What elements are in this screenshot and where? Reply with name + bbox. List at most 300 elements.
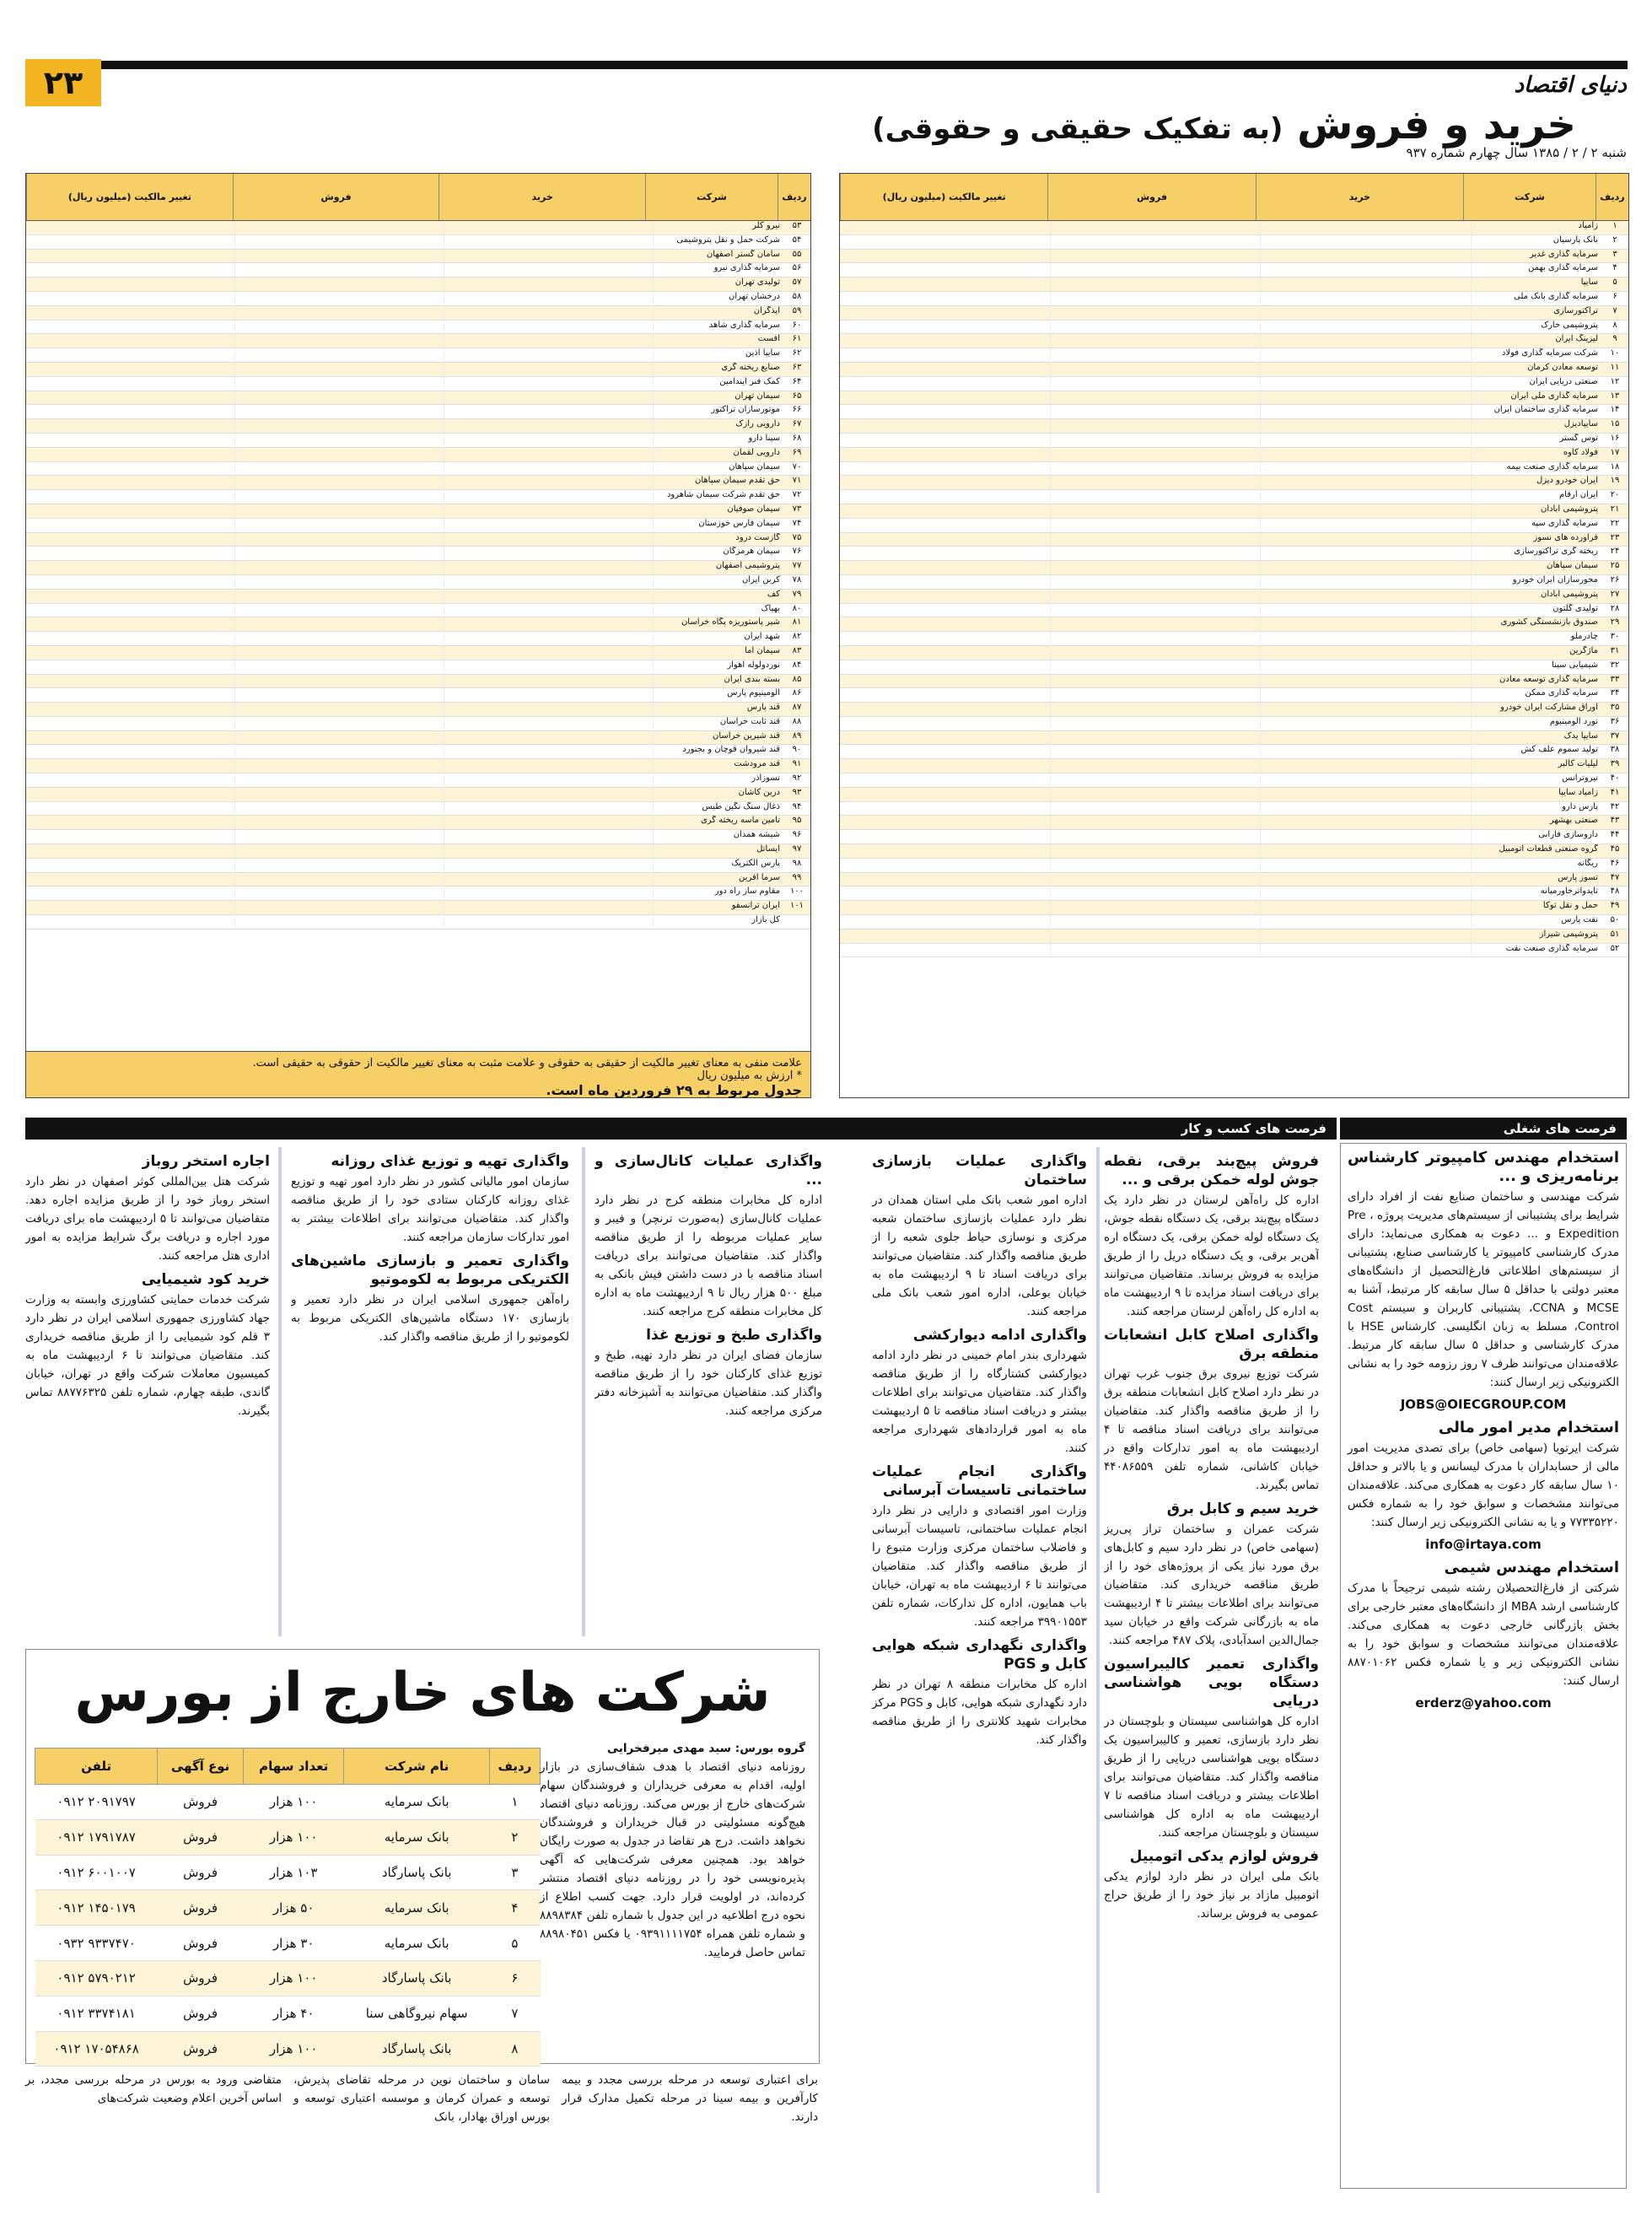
table-row bbox=[26, 348, 810, 363]
row-number: ۳۷ bbox=[1610, 730, 1620, 741]
value-cell bbox=[1261, 830, 1472, 843]
table-row bbox=[26, 717, 810, 731]
value-cell bbox=[26, 476, 235, 489]
value-cell bbox=[444, 590, 654, 603]
value-cell bbox=[444, 859, 654, 872]
row-number: ۴۰ bbox=[1610, 773, 1620, 784]
value-cell bbox=[235, 632, 444, 645]
cell-shares: ۱۰۰ هزار bbox=[243, 1785, 343, 1820]
value-cell bbox=[444, 830, 654, 843]
value-cell bbox=[1261, 944, 1472, 957]
col-sell: فروش bbox=[1047, 174, 1255, 220]
table-row bbox=[26, 859, 810, 873]
row-number: ۵۵ bbox=[792, 249, 802, 259]
company-name: حق تقدم شرکت سیمان شاهرود bbox=[666, 490, 780, 500]
table-row bbox=[26, 660, 810, 675]
table-row bbox=[840, 731, 1628, 746]
row-number: ۳۶ bbox=[1610, 716, 1620, 726]
value-cell bbox=[1261, 660, 1472, 674]
ad-title: واگذاری طبخ و توزیع غذا bbox=[646, 1327, 822, 1344]
value-cell bbox=[1261, 476, 1472, 489]
value-cell bbox=[1051, 830, 1262, 843]
value-cell bbox=[840, 321, 1051, 334]
table-row bbox=[840, 688, 1628, 703]
company-name: ایران ترانسفو bbox=[731, 901, 780, 911]
value-cell bbox=[235, 419, 444, 433]
job-email[interactable]: info@irtaya.com bbox=[1425, 1537, 1542, 1552]
row-number: ۴ bbox=[1612, 263, 1617, 273]
table-row bbox=[26, 334, 810, 348]
row-number: ۳۸ bbox=[1610, 745, 1620, 755]
value-cell bbox=[1051, 759, 1262, 773]
value-cell bbox=[444, 901, 654, 914]
table-row bbox=[840, 844, 1628, 859]
table-row bbox=[840, 617, 1628, 632]
value-cell bbox=[1261, 519, 1472, 532]
value-cell bbox=[840, 278, 1051, 291]
company-name: نیروترانس bbox=[1562, 773, 1598, 784]
value-cell bbox=[1051, 944, 1262, 957]
value-cell bbox=[444, 476, 654, 489]
row-number: ۸ bbox=[1612, 320, 1617, 330]
value-cell bbox=[26, 773, 235, 787]
company-name: دارویی لقمان bbox=[733, 447, 780, 457]
company-name: شهد ایران bbox=[744, 632, 780, 642]
table-row bbox=[840, 504, 1628, 519]
company-name: سینا دارو bbox=[748, 433, 780, 443]
company-name: دارویی رازک bbox=[735, 419, 780, 429]
row-number: ۷۷ bbox=[792, 561, 802, 571]
value-cell bbox=[1051, 519, 1262, 532]
job-item bbox=[1348, 1419, 1619, 1554]
value-cell bbox=[1261, 348, 1472, 362]
row-number: ۲۵ bbox=[1610, 561, 1620, 571]
value-cell bbox=[444, 250, 654, 263]
value-cell bbox=[26, 561, 235, 574]
company-name: صنایع ریخته گری bbox=[721, 362, 780, 372]
value-cell bbox=[235, 646, 444, 660]
row-number: ۱۲ bbox=[1610, 376, 1620, 386]
row-number: ۹ bbox=[1612, 334, 1617, 344]
cell-phone: ۰۹۳۲ ۹۳۳۷۴۷۰ bbox=[35, 1926, 158, 1961]
company-name: تولید سموم علف کش bbox=[1520, 745, 1598, 755]
value-cell bbox=[26, 419, 235, 433]
value-cell bbox=[840, 944, 1051, 957]
value-cell bbox=[444, 561, 654, 574]
row-number: ۲۴ bbox=[1610, 547, 1620, 557]
row-number: ۹۷ bbox=[792, 844, 802, 854]
job-title: استخدام مدیر امور مالی bbox=[1438, 1419, 1619, 1436]
value-cell bbox=[26, 519, 235, 532]
table-row bbox=[840, 490, 1628, 504]
value-cell bbox=[26, 250, 235, 263]
company-name: پتروشیمی شیراز bbox=[1539, 929, 1598, 939]
ad-body: شرکت خدمات حمایتی کشاورزی وابسته به وزارت جهاد کشاورزی جمهوری اسلامی ایران در نظر دارد ۳ قلم کود شیمیایی را از طریق مناقصه خریداری کند. متقاضیان می‌توانند تا ۶ اردیبهشت ماه به کمیسیون معاملات شرکت واقع در تهران، خیابان گاندی، طبقه چهارم، شماره تلفن ۸۸۷۷۶۳۲۵ تماس بگیرند. bbox=[25, 1293, 270, 1418]
value-cell bbox=[26, 688, 235, 702]
row-number: ۱ bbox=[1612, 221, 1617, 230]
cell-type: فروش bbox=[158, 1890, 244, 1926]
company-name: توس گستر bbox=[1559, 433, 1598, 443]
table-row bbox=[26, 306, 810, 321]
value-cell bbox=[235, 533, 444, 547]
company-name: نیرو کلر bbox=[752, 221, 780, 230]
table-row bbox=[26, 391, 810, 406]
row-number: ۹۹ bbox=[792, 872, 802, 882]
row-number: ۳۴ bbox=[1610, 688, 1620, 698]
company-name: حمل و نقل توکا bbox=[1542, 901, 1598, 911]
table-row bbox=[26, 675, 810, 689]
company-name: سرمایه گذاری صنعت بیمه bbox=[1506, 461, 1598, 471]
value-cell bbox=[26, 873, 235, 886]
row-number: ۶ bbox=[1612, 291, 1617, 301]
value-cell bbox=[235, 434, 444, 447]
job-item bbox=[1348, 1559, 1619, 1712]
table-row bbox=[840, 944, 1628, 958]
otc-table bbox=[35, 1748, 541, 2066]
table-row bbox=[840, 306, 1628, 321]
company-name: سرمایه گذاری صنعت نفت bbox=[1505, 943, 1598, 953]
company-name: موتورسازان تراکتور bbox=[711, 405, 780, 415]
value-cell bbox=[26, 675, 235, 688]
value-cell bbox=[26, 321, 235, 334]
value-cell bbox=[1051, 533, 1262, 547]
company-name: قند شیروان قوچان و بجنورد bbox=[682, 745, 780, 755]
title-main: خرید و فروش bbox=[1297, 101, 1576, 148]
value-cell bbox=[26, 759, 235, 773]
th-type: نوع آگهی bbox=[158, 1749, 244, 1785]
value-cell bbox=[235, 675, 444, 688]
value-cell bbox=[1261, 731, 1472, 745]
value-cell bbox=[1051, 886, 1262, 900]
value-cell bbox=[444, 306, 654, 320]
table-row bbox=[26, 250, 810, 264]
row-number: ۱۶ bbox=[1610, 433, 1620, 443]
row-number: ۳۰ bbox=[1610, 632, 1620, 642]
ad-body: وزارت امور اقتصادی و دارایی در نظر دارد انجام عملیات ساختمانی، تاسیسات آبرسانی و فاضلاب ساختمان مرکزی وزارت متبوع را از طریق مناقصه واگذار کند. متقاضیان می‌توانند تا ۶ اردیبهشت ماه به تهران، خیابان باب همایون، اداره کل تدارکات، شماره تلفن ۳۹۹۰۱۵۵۳ مراجعه کنند. bbox=[872, 1504, 1087, 1629]
value-cell bbox=[1051, 434, 1262, 447]
table-row bbox=[840, 632, 1628, 646]
table-row bbox=[840, 575, 1628, 590]
table-row bbox=[26, 788, 810, 802]
table-row bbox=[26, 490, 810, 504]
cell-row: ۳ bbox=[489, 1855, 540, 1890]
cell-row: ۶ bbox=[489, 1960, 540, 1996]
value-cell bbox=[1051, 250, 1262, 263]
company-name: شیمیایی سینا bbox=[1552, 660, 1598, 670]
value-cell bbox=[1261, 419, 1472, 433]
value-cell bbox=[840, 915, 1051, 929]
value-cell bbox=[26, 590, 235, 603]
ad-title: واگذاری انجام عملیات ساختمانی تاسیسات آبرسانی bbox=[872, 1463, 1087, 1499]
row-number: ۷۴ bbox=[792, 518, 802, 528]
value-cell bbox=[1261, 632, 1472, 645]
company-name: تایدواترخاورمیانه bbox=[1540, 886, 1598, 897]
table-row bbox=[26, 703, 810, 717]
job-body: شرکت ایرتویا (سهامی خاص) برای تصدی مدیریت امور مالی از حسابداران با مدرک لیسانس و یا بالاتر و حداقل ۱۰ سال سابقه کار دعوت به همکاری می‌کند. علاقه‌مندان می‌توانند مشخصات و سوابق خود را به شماره فکس ۷۷۳۳۵۲۲۰ و یا به نشانی الکترونیکی زیر ارسال کنند: bbox=[1348, 1441, 1619, 1529]
table-row bbox=[840, 348, 1628, 363]
value-cell bbox=[1261, 448, 1472, 461]
row-number: ۹۱ bbox=[792, 759, 802, 769]
value-cell bbox=[840, 348, 1051, 362]
value-cell bbox=[1051, 915, 1262, 929]
value-cell bbox=[26, 660, 235, 674]
company-name: سیمان فارس خوزستان bbox=[698, 518, 780, 528]
table-row bbox=[840, 391, 1628, 406]
value-cell bbox=[444, 802, 654, 816]
table-row bbox=[35, 2031, 541, 2066]
value-cell bbox=[1051, 901, 1262, 914]
value-cell bbox=[840, 773, 1051, 787]
row-number: ۲۶ bbox=[1610, 574, 1620, 585]
table-row bbox=[26, 773, 810, 788]
value-cell bbox=[1051, 235, 1262, 249]
table-row bbox=[840, 533, 1628, 547]
value-cell bbox=[444, 604, 654, 617]
value-cell bbox=[840, 434, 1051, 447]
value-cell bbox=[1261, 886, 1472, 900]
value-cell bbox=[235, 547, 444, 560]
value-cell bbox=[1051, 504, 1262, 518]
th-shares: تعداد سهام bbox=[243, 1749, 343, 1785]
company-name: سامان گستر اصفهان bbox=[706, 249, 780, 259]
company-name: تسوزآذر bbox=[751, 773, 780, 784]
value-cell bbox=[26, 490, 235, 504]
note-unit: * ارزش به میلیون ریال bbox=[697, 1070, 802, 1082]
cell-shares: ۱۰۰ هزار bbox=[243, 1819, 343, 1855]
table-row bbox=[840, 561, 1628, 575]
company-name: مقاوم ساز راه دور bbox=[714, 886, 780, 897]
cell-type: فروش bbox=[158, 2031, 244, 2066]
value-cell bbox=[26, 859, 235, 872]
table-row bbox=[26, 844, 810, 859]
company-name: سایپا یدک bbox=[1563, 730, 1598, 741]
col-buy: خرید bbox=[1256, 174, 1463, 220]
row-number: ۱۱ bbox=[1610, 362, 1620, 372]
company-name: صندوق بازنشستگی کشوری bbox=[1500, 617, 1598, 628]
ad-title: فروش پیچ‌بند برقی، نقطه جوش لوله خمکن برقی و ... bbox=[1104, 1153, 1319, 1188]
company-name: گازست درود bbox=[735, 532, 780, 542]
col-sell: فروش bbox=[233, 174, 439, 220]
table-row bbox=[840, 745, 1628, 759]
value-cell bbox=[840, 830, 1051, 843]
table-row bbox=[26, 604, 810, 618]
value-cell bbox=[840, 419, 1051, 433]
value-cell bbox=[26, 717, 235, 730]
ad-body: سازمان امور مالیاتی کشور در نظر دارد امور تهیه و توزیع غذای روزانه کارکنان ستادی خود را از طریق مناقصه واگذار کند. متقاضیان می‌توانند برای اطلاعات بیشتر به امور تدارکات سازمان مراجعه کنند. bbox=[291, 1175, 569, 1244]
cell-phone: ۰۹۱۲ ۳۳۷۴۱۸۱ bbox=[35, 1996, 158, 2031]
table-row bbox=[26, 886, 810, 901]
value-cell bbox=[235, 250, 444, 263]
value-cell bbox=[235, 263, 444, 277]
row-number: ۱۰۱ bbox=[789, 901, 804, 911]
value-cell bbox=[26, 844, 235, 858]
col-change: تغییر مالکیت (میلیون ریال) bbox=[26, 174, 233, 220]
value-cell bbox=[1261, 915, 1472, 929]
business-column-5 bbox=[25, 1147, 270, 1636]
job-body: شرکت مهندسی و ساختمان صنایع نفت از افراد دارای شرایط برای پشتیبانی از سیستم‌های مدیریت پروژه Pre ، Expedition و ... دعوت به همکاری می‌نماید: دارای مدرک کارشناسی کامپیوتر یا کارشناسی صنایع، پشتیبانی از سیستم‌های اطلاعاتی فارغ‌التحصیل از دانشگاه‌های معتبر دولتی با حداقل ۵ سال سابقه کار مرتبط، آشنا به MCSE و CCNA، پشتیبانی کاربران و سیستم Cost Control، مسلط به زبان انگلیسی. کارشناس HSE با مدرک کارشناسی و حداقل ۵ سال سابقه کار مرتبط. علاقه‌مندان می‌توانند ظرف ۷ روز رزومه خود را به نشانی الکترونیکی زیر ارسال کنند: bbox=[1348, 1190, 1620, 1389]
job-body: شرکتی از فارغ‌التحصیلان رشته شیمی ترجیحاً با مدرک کارشناسی ارشد MBA از دانشگاه‌های معتبر خارجی برای بخش بازرگانی خارجی دعوت به همکاری می‌کند. علاقه‌مندان می‌توانند مشخصات و سوابق خود را به نشانی الکترونیکی زیر و یا شماره فکس ۸۸۷۰۱۰۶۲ ارسال کنند: bbox=[1348, 1581, 1619, 1688]
value-cell bbox=[444, 886, 654, 900]
table-row bbox=[840, 321, 1628, 335]
table-row bbox=[26, 292, 810, 306]
value-cell bbox=[235, 221, 444, 234]
value-cell bbox=[1051, 816, 1262, 829]
table-row bbox=[840, 334, 1628, 348]
table-row bbox=[840, 462, 1628, 477]
table-row bbox=[840, 717, 1628, 731]
value-cell bbox=[840, 575, 1051, 589]
value-cell bbox=[1051, 788, 1262, 801]
value-cell bbox=[1051, 278, 1262, 291]
row-number: ۲۲ bbox=[1610, 518, 1620, 528]
table-row bbox=[840, 830, 1628, 844]
ad-title: واگذاری تعمیر کالیبراسیون دستگاه بویی هواشناسی دریایی bbox=[1104, 1656, 1319, 1710]
table-row bbox=[840, 660, 1628, 675]
company-name: محورسازان ایران خودرو bbox=[1512, 574, 1598, 585]
value-cell bbox=[1261, 901, 1472, 914]
jobs-box bbox=[1340, 1143, 1627, 2189]
value-cell bbox=[444, 334, 654, 348]
company-name: پارس الکتریک bbox=[731, 858, 780, 868]
table-row bbox=[840, 802, 1628, 816]
value-cell bbox=[1261, 321, 1472, 334]
cell-type: فروش bbox=[158, 1785, 244, 1820]
value-cell bbox=[26, 462, 235, 476]
company-name: سرمایه گذاری نیرو bbox=[713, 263, 780, 273]
value-cell bbox=[1261, 575, 1472, 589]
value-cell bbox=[840, 660, 1051, 674]
row-number: ۴۳ bbox=[1610, 816, 1620, 826]
value-cell bbox=[1051, 617, 1262, 631]
value-cell bbox=[840, 547, 1051, 560]
row-number: ۹۶ bbox=[792, 830, 802, 840]
company-name: سیمان آما bbox=[745, 645, 780, 655]
value-cell bbox=[26, 448, 235, 461]
value-cell bbox=[1261, 490, 1472, 504]
page-title bbox=[872, 101, 1576, 148]
table-row bbox=[840, 929, 1628, 944]
row-number: ۴۹ bbox=[1610, 901, 1620, 911]
value-cell bbox=[1051, 632, 1262, 645]
value-cell bbox=[1261, 334, 1472, 348]
ad-title: اجاره استخر روباز bbox=[142, 1153, 270, 1170]
value-cell bbox=[1051, 873, 1262, 886]
value-cell bbox=[840, 759, 1051, 773]
value-cell bbox=[444, 434, 654, 447]
value-cell bbox=[840, 703, 1051, 716]
job-email[interactable]: JOBS@OIECGROUP.COM bbox=[1400, 1397, 1567, 1412]
ad-title: خرید کود شیمیایی bbox=[141, 1271, 270, 1288]
value-cell bbox=[840, 391, 1051, 405]
value-cell bbox=[840, 561, 1051, 574]
value-cell bbox=[26, 263, 235, 277]
business-column-3 bbox=[595, 1147, 822, 1636]
cell-company: بانک سرمایه bbox=[344, 1819, 489, 1855]
company-name: شرکت حمل و نقل پتروشیمی bbox=[676, 234, 780, 245]
value-cell bbox=[235, 561, 444, 574]
value-cell bbox=[444, 617, 654, 631]
table-row bbox=[840, 405, 1628, 419]
value-cell bbox=[840, 646, 1051, 660]
value-cell bbox=[840, 617, 1051, 631]
value-cell bbox=[235, 703, 444, 716]
cell-company: بانک پاسارگاد bbox=[344, 2031, 489, 2066]
row-number: ۷۵ bbox=[792, 532, 802, 542]
cell-type: فروش bbox=[158, 1819, 244, 1855]
value-cell bbox=[444, 703, 654, 716]
value-cell bbox=[235, 745, 444, 758]
table-row bbox=[26, 561, 810, 575]
value-cell bbox=[235, 519, 444, 532]
company-name: شیر پاستوریزه پگاه خراسان bbox=[681, 617, 780, 628]
value-cell bbox=[444, 321, 654, 334]
table-row bbox=[840, 547, 1628, 561]
ad-title: واگذاری تهیه و توزیع غذای روزانه bbox=[331, 1153, 569, 1170]
value-cell bbox=[840, 490, 1051, 504]
value-cell bbox=[26, 306, 235, 320]
table-row bbox=[840, 901, 1628, 915]
company-name: کف bbox=[767, 589, 780, 599]
value-cell bbox=[1261, 462, 1472, 476]
table-row bbox=[840, 773, 1628, 788]
value-cell bbox=[1051, 377, 1262, 391]
value-cell bbox=[1051, 419, 1262, 433]
ad-title: واگذاری تعمیر و بازسازی ماشین‌های الکتریکی مربوط به لکوموتیو bbox=[291, 1253, 569, 1288]
value-cell bbox=[1051, 462, 1262, 476]
value-cell bbox=[1051, 405, 1262, 418]
company-name: نوردولوله اهواز bbox=[727, 660, 780, 670]
company-name: قند شیرین خراسان bbox=[713, 730, 780, 741]
ad-body: شرکت عمران و ساختمان تراز پی‌ریز (سهامی خاص) در نظر دارد سیم و کابل‌های برق مورد نیاز یکی از پروژه‌های خود را از طریق مناقصه خریداری کند. متقاضیان می‌توانند برای اطلاعات بیشتر تا ۴ اردیبهشت ماه به بازرگانی شرکت واقع در خیابان سید جمال‌الدین اسدآبادی، پلاک ۴۸۷ مراجعه کنند. bbox=[1104, 1522, 1319, 1647]
value-cell bbox=[235, 377, 444, 391]
row-number: ۹۸ bbox=[792, 858, 802, 868]
value-cell bbox=[1261, 250, 1472, 263]
table-row bbox=[840, 873, 1628, 887]
value-cell bbox=[26, 745, 235, 758]
value-cell bbox=[26, 348, 235, 362]
row-number: ۷۸ bbox=[792, 574, 802, 585]
value-cell bbox=[26, 363, 235, 376]
value-cell bbox=[840, 901, 1051, 914]
cell-row: ۸ bbox=[489, 2031, 540, 2066]
table-row bbox=[840, 235, 1628, 250]
value-cell bbox=[26, 788, 235, 801]
value-cell bbox=[26, 235, 235, 249]
value-cell bbox=[840, 448, 1051, 461]
value-cell bbox=[1261, 703, 1472, 716]
value-cell bbox=[235, 788, 444, 801]
table-row bbox=[35, 1890, 541, 1926]
company-name: تولیدی تهران bbox=[735, 278, 780, 288]
company-name: سرمایه گذاری بهمن bbox=[1527, 263, 1598, 273]
value-cell bbox=[235, 321, 444, 334]
company-name: درخشان تهران bbox=[729, 291, 780, 301]
value-cell bbox=[26, 334, 235, 348]
value-cell bbox=[840, 235, 1051, 249]
job-email[interactable]: erderz@yahoo.com bbox=[1415, 1695, 1552, 1711]
company-name: ماژگرین bbox=[1569, 645, 1598, 655]
value-cell bbox=[1051, 391, 1262, 405]
cell-shares: ۱۰۰ هزار bbox=[243, 2031, 343, 2066]
row-number: ۶۲ bbox=[792, 348, 802, 358]
row-number: ۷۲ bbox=[792, 490, 802, 500]
row-number: ۳۱ bbox=[1610, 645, 1620, 655]
value-cell bbox=[1261, 688, 1472, 702]
value-cell bbox=[1051, 292, 1262, 305]
table-row bbox=[26, 221, 810, 235]
company-name: سرمایه گذاری ساختمان ایران bbox=[1493, 405, 1598, 415]
row-number: ۲۹ bbox=[1610, 617, 1620, 628]
